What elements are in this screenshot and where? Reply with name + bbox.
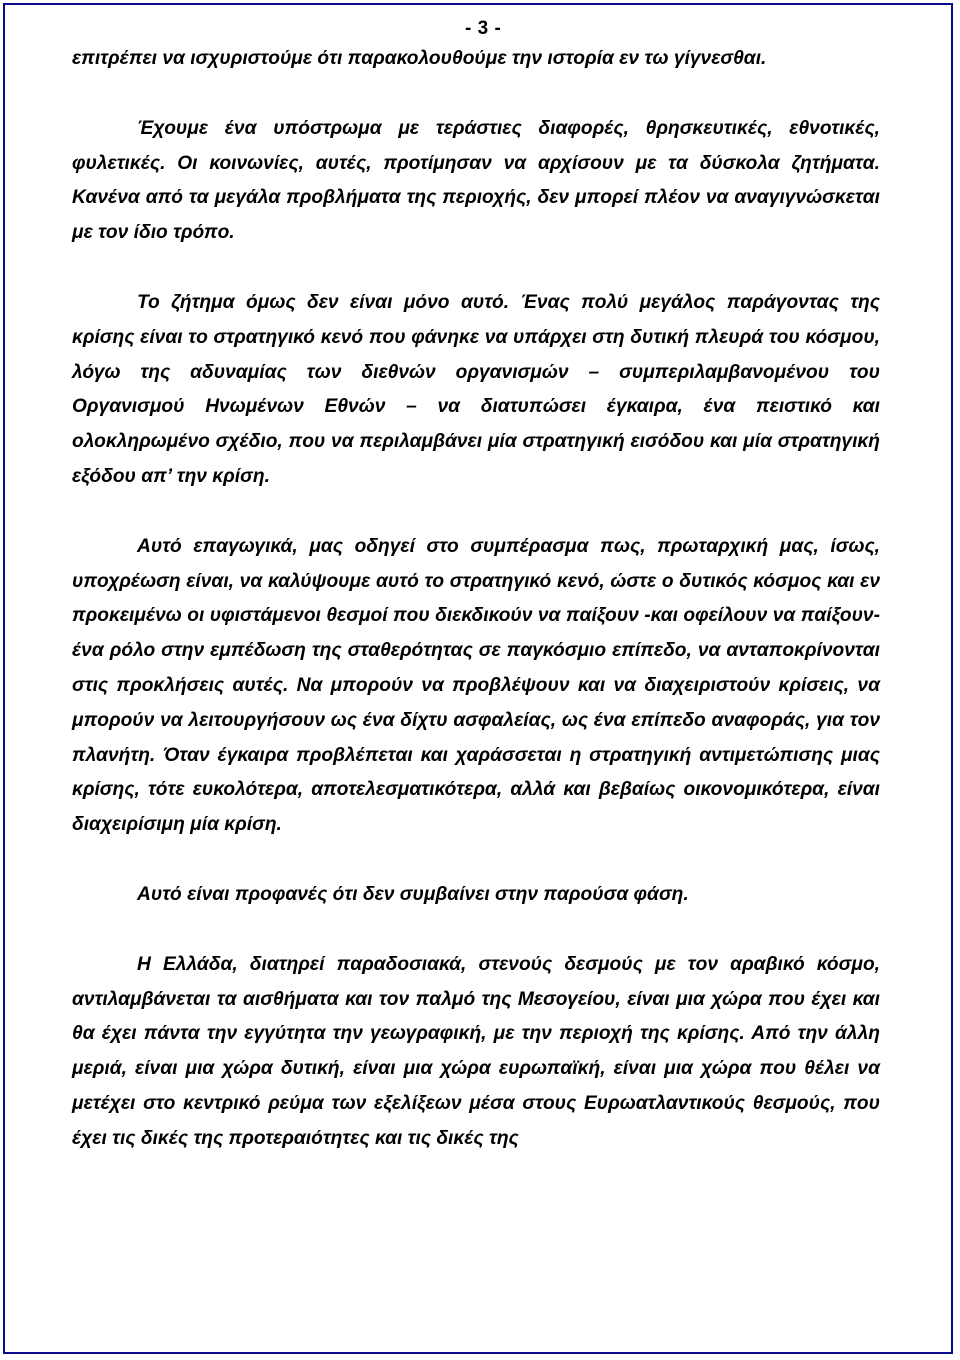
paragraph-continuation: επιτρέπει να ισχυριστούμε ότι παρακολουθούμε την ιστορία εν τω γίγνεσθαι. — [72, 48, 767, 69]
document-body — [72, 42, 880, 1157]
document-page — [3, 3, 953, 1354]
paragraph-greece: Η Ελλάδα, διατηρεί παραδοσιακά, στενούς δεσμούς με τον αραβικό κόσμο, αντιλαμβάνεται τα αισθήματα και τον παλμό της Μεσογείου, είναι μια χώρα που έχει και θα έχει πάντα την εγγύτητα την γεωγραφική, με την περιοχή της κρίσης. Από την άλλη μεριά, είναι μια χώρα δυτική, είναι μια χώρα ευρωπαϊκή, είναι μια χώρα που θέλει να μετέχει στο κεντρικό ρεύμα των εξελίξεων μέσα στους Ευρωατλαντικούς θεσμούς, που έχει τις δικές της προτεραιότητες και τις δικές της — [72, 953, 880, 1149]
paragraph-current-phase: Αυτό είναι προφανές ότι δεν συμβαίνει στην παρούσα φάση. — [137, 883, 689, 905]
paragraph-conclusion: Αυτό επαγωγικά, μας οδηγεί στο συμπέρασμα πως, πρωταρχική μας, ίσως, υποχρέωση είναι, να καλύψουμε αυτό το στρατηγικό κενό, ώστε ο δυτικός κόσμος και εν προκειμένω οι υφιστάμενοι θεσμοί που διεκδικούν να παίξουν -και οφείλουν να παίξουν- ένα ρόλο στην εμπέδωση της σταθερότητας σε παγκόσμιο επίπεδο, να ανταποκρίνονται στις προκλήσεις αυτές. Να μπορούν να προβλέψουν και να διαχειριστούν κρίσεις, να μπορούν να λειτουργήσουν ως ένα δίχτυ ασφαλείας, ως ένα επίπεδο αναφοράς, για τον πλανήτη. Όταν έγκαιρα προβλέπεται και χαράσσεται η στρατηγική αντιμετώπισης μιας κρίσης, τότε ευκολότερα, αποτελεσματικότερα, αλλά και βεβαίως οικονομικότερα, είναι διαχειρίσιμη μία κρίση. — [72, 535, 880, 836]
page-number: - 3 - — [465, 18, 502, 39]
paragraph-strategic-gap: Το ζήτημα όμως δεν είναι μόνο αυτό. Ένας πολύ μεγάλος παράγοντας της κρίσης είναι το στρατηγικό κενό που φάνηκε να υπάρχει στη δυτική πλευρά του κόσμου, λόγω της αδυναμίας των διεθνών οργανισμών – συμπεριλαμβανομένου του Οργανισμού Ηνωμένων Εθνών – να διατυπώσει έγκαιρα, ένα πειστικό και ολοκληρωμένο σχέδιο, που να περιλαμβάνει μία στρατηγική εισόδου και μία στρατηγική εξόδου απ’ την κρίση. — [72, 291, 880, 487]
paragraph-substrate: Έχουμε ένα υπόστρωμα με τεράστιες διαφορές, θρησκευτικές, εθνοτικές, φυλετικές. Οι κοινωνίες, αυτές, προτίμησαν να αρχίσουν με τα δύσκολα ζητήματα. Κανένα από τα μεγάλα προβλήματα της περιοχής, δεν μπορεί πλέον να αναγιγνώσκεται με τον ίδιο τρόπο. — [72, 117, 880, 244]
